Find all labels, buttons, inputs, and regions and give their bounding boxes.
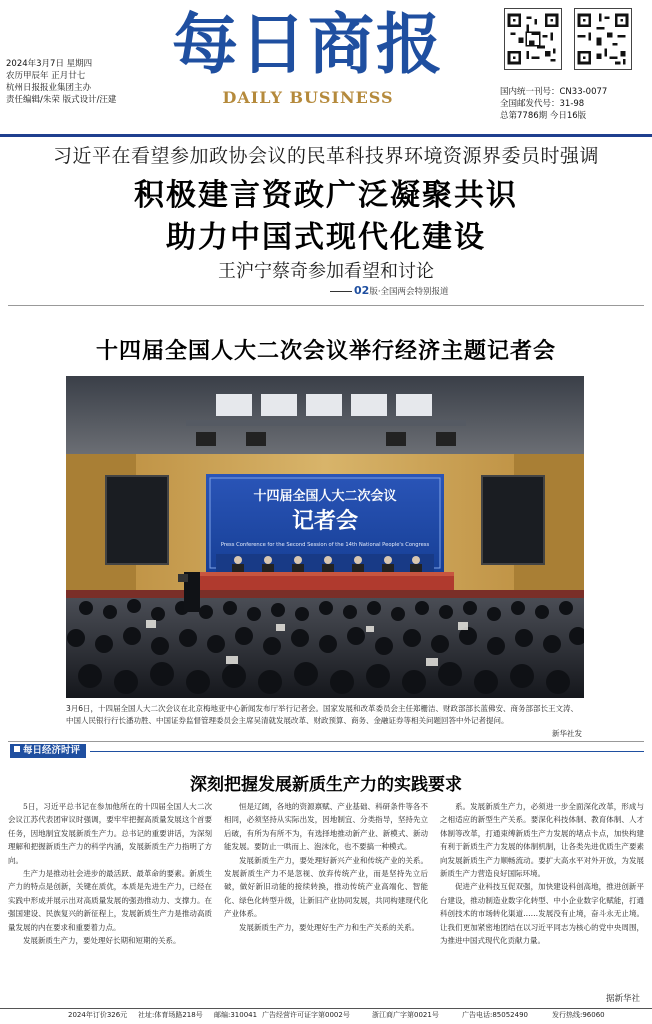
issn-line: 国内统一刊号：CN33-0077 bbox=[500, 87, 608, 97]
footer-distribution-phone: 发行热线:96060 bbox=[552, 1011, 605, 1019]
postal-code-line: 全国邮发代号：31-98 bbox=[500, 99, 585, 109]
logo-english: DAILY BUSINESS bbox=[222, 88, 394, 107]
lead-headline-line-2: 助力中国式现代化建设 bbox=[166, 220, 486, 255]
qr-code-icon bbox=[504, 8, 562, 70]
page-footer bbox=[0, 1008, 652, 1022]
lunar-date-line: 农历甲辰年 正月廿七 bbox=[6, 71, 86, 81]
backdrop-title: 十四届全国人大二次会议 bbox=[253, 489, 397, 504]
reference-dash bbox=[330, 291, 352, 292]
masthead-divider bbox=[0, 134, 652, 137]
photo-story-headline: 十四届全国人大二次会议举行经济主题记者会 bbox=[95, 339, 556, 364]
paragraph: 发展新质生产力，要处理好新兴产业和传统产业的关系。发展新质生产力不是忽视、放弃传统产业，而是坚持先立后破，做好新旧动能的接续转换，推动传统产业高端化、智能化、绿色化转型升级，让新旧产业协同发展，共同构建现代化产业体系。 bbox=[224, 855, 428, 919]
lead-subhead: 王沪宁蔡奇参加看望和讨论 bbox=[218, 261, 434, 282]
reference-page-number: 02 bbox=[354, 284, 370, 297]
qr-code-icon bbox=[574, 8, 632, 70]
publisher-line: 杭州日报报业集团主办 bbox=[6, 83, 92, 93]
footer-price: 2024年订价326元 bbox=[68, 1011, 128, 1019]
section-divider bbox=[8, 305, 644, 306]
logo-chinese: 每日商报 bbox=[172, 5, 444, 83]
paragraph: 发展新质生产力，要处理好长期和短期的关系。 bbox=[23, 936, 181, 946]
masthead bbox=[0, 0, 652, 134]
section-divider bbox=[8, 741, 644, 742]
page-reference bbox=[330, 284, 590, 297]
footer-ad-permit-1: 广告经营许可证字第0002号 bbox=[262, 1011, 350, 1019]
footer-ad-phone: 广告电话:85052490 bbox=[462, 1011, 528, 1019]
column-tag-rule bbox=[90, 751, 644, 752]
article-column-3 bbox=[440, 800, 644, 1000]
commentary-body bbox=[8, 800, 644, 1000]
backdrop-english: Press Conference for the Second Session of the 14th National People's Congress bbox=[220, 542, 430, 548]
paragraph: 5日，习近平总书记在参加他所在的十四届全国人大二次会议江苏代表团审议时强调，要牢牢把握高质量发展这个首要任务，因地制宜发展新质生产力。总书记的重要讲话，为深刻理解和把握新质生产力的科学内涵，发展新质生产力指明了方向。 bbox=[8, 802, 212, 865]
article-column-1 bbox=[8, 800, 212, 1000]
paragraph: 生产力是推动社会进步的最活跃、最革命的要素。新质生产力的特点是创新，关键在质优，本质是先进生产力，已经在实践中形成并展示出对高质量发展的强劲推动力、支撑力。在强国建设、民族复兴的新征程上，发展新质生产力是推动高质量发展的内在要求和重要着力点。 bbox=[8, 869, 212, 932]
paragraph: 发展新质生产力，要处理好生产力和生产关系的关系。 bbox=[239, 922, 419, 932]
backdrop-subtitle: 记者会 bbox=[291, 509, 359, 534]
lead-kicker: 习近平在看望参加政协会议的民革科技界环境资源界委员时强调 bbox=[52, 145, 599, 167]
photo-caption: 3月6日，十四届全国人大二次会议在北京梅地亚中心新闻发布厅举行记者会。国家发展和改革委员会主任郑栅洁、财政部部长蓝佛安、商务部部长王文涛、中国人民银行行长潘功胜、中国证券监督管理委员会主席吴清就发展改革、财政预算、商务、金融证券等相关问题回答中外记者提问。 bbox=[66, 704, 579, 725]
column-tag: 每日经济时评 bbox=[10, 744, 86, 758]
editors-line: 责任编辑/朱荣 版式设计/汪建 bbox=[6, 95, 117, 105]
issue-info-line: 总第7786期 今日16版 bbox=[500, 111, 587, 121]
newspaper-logo bbox=[158, 2, 458, 120]
article-column-2 bbox=[224, 800, 428, 1000]
masthead-right-info bbox=[500, 8, 648, 134]
footer-postcode: 邮编:310041 bbox=[214, 1011, 258, 1019]
footer-address: 社址:体育场路218号 bbox=[138, 1011, 203, 1019]
lead-headline-line-1: 积极建言资政广泛凝聚共识 bbox=[134, 178, 518, 213]
photo-credit: 新华社发 bbox=[552, 729, 582, 738]
footer-ad-permit-2: 浙江商广字第0021号 bbox=[372, 1011, 439, 1019]
masthead-left-info bbox=[6, 58, 156, 106]
paragraph: 系。发展新质生产力，必须进一步全面深化改革，形成与之相适应的新型生产关系。要深化科技体制、教育体制、人才体制等改革，打通束缚新质生产力发展的堵点卡点，加快构建有利于新质生产力发展的体制机制，让各类先进优质生产要素向发展新质生产力顺畅流动。要扩大高水平对外开放，为发展新质生产力营造良好国际环境。 bbox=[440, 802, 644, 879]
date-line: 2024年3月7日 星期四 bbox=[6, 59, 93, 69]
article-byline: 据新华社 bbox=[606, 994, 641, 1004]
paragraph: 促进产业科技互促双强，加快建设科创高地，推进创新平台建设，推动制造业数字化转型、中小企业数字化赋能，打通科创技术的市场转化渠道……发展没有止境，奋斗永无止境。让我们更加紧密地团结在以习近平同志为核心的党中央周围，为推进中国式现代化贡献力量。 bbox=[440, 882, 644, 946]
commentary-title: 深刻把握发展新质生产力的实践要求 bbox=[190, 775, 462, 795]
paragraph: 恒是辽阔，各地的资源禀赋、产业基础、科研条件等各不相同，必须坚持从实际出发，因地制宜、分类指导，坚持先立后破，有所为有所不为，有选择地推动新产业、新模式、新动能发展。要防止一哄而上、泡沫化，也不要搞一种模式。 bbox=[224, 802, 428, 852]
reference-text: 版·全国两会特别报道 bbox=[369, 287, 449, 297]
press-conference-photo bbox=[66, 376, 584, 698]
publication-codes bbox=[500, 86, 648, 122]
